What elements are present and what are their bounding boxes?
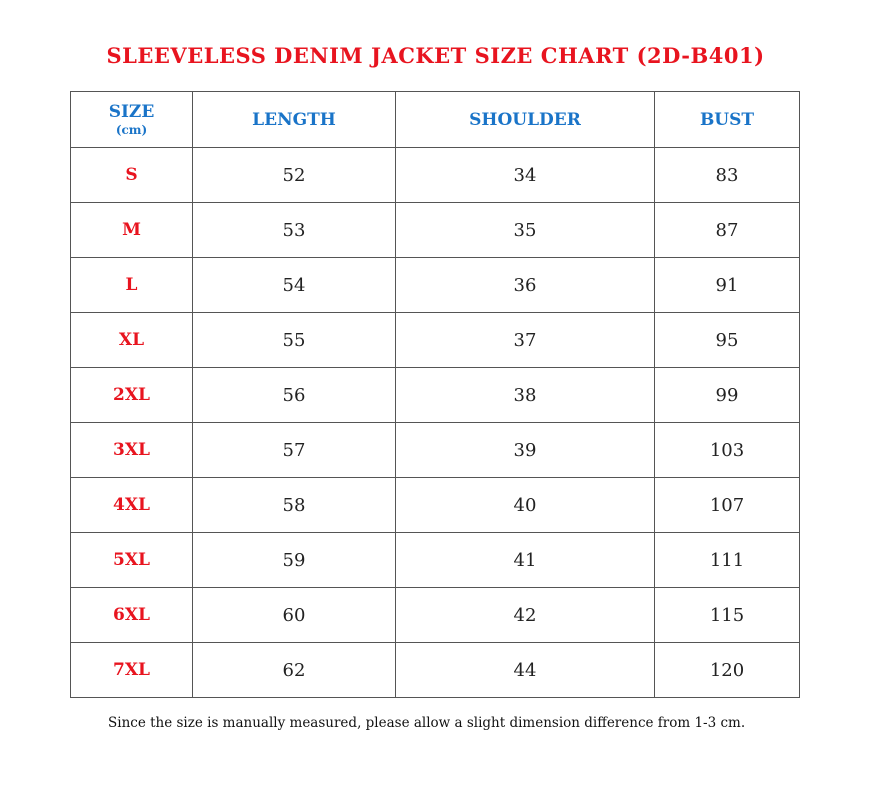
- header-size: [71, 92, 193, 148]
- table-row: [71, 313, 800, 368]
- bust-cell: 107: [655, 478, 800, 533]
- size-cell: 7XL: [71, 643, 193, 698]
- header-size-unit: (cm): [115, 122, 148, 137]
- size-cell: 3XL: [71, 423, 193, 478]
- table-row: [71, 643, 800, 698]
- bust-cell: 111: [655, 533, 800, 588]
- table-row: [71, 423, 800, 478]
- shoulder-cell: 40: [396, 478, 655, 533]
- length-cell: 55: [193, 313, 396, 368]
- header-size-label: SIZE: [108, 101, 155, 122]
- size-chart-table: [70, 91, 800, 698]
- shoulder-cell: 36: [396, 258, 655, 313]
- length-cell: 62: [193, 643, 396, 698]
- table-row: [71, 368, 800, 423]
- table-row: [71, 148, 800, 203]
- bust-cell: 91: [655, 258, 800, 313]
- bust-cell: 115: [655, 588, 800, 643]
- length-cell: 58: [193, 478, 396, 533]
- size-cell: 5XL: [71, 533, 193, 588]
- shoulder-cell: 41: [396, 533, 655, 588]
- table-row: [71, 588, 800, 643]
- length-cell: 56: [193, 368, 396, 423]
- size-cell: 6XL: [71, 588, 193, 643]
- size-cell: 2XL: [71, 368, 193, 423]
- length-cell: 57: [193, 423, 396, 478]
- table-row: [71, 258, 800, 313]
- measurement-note: Since the size is manually measured, please allow a slight dimension difference from 1-3 cm.: [108, 715, 746, 731]
- length-cell: 54: [193, 258, 396, 313]
- size-cell: M: [71, 203, 193, 258]
- shoulder-cell: 44: [396, 643, 655, 698]
- table-row: [71, 478, 800, 533]
- length-cell: 60: [193, 588, 396, 643]
- header-row: [71, 92, 800, 148]
- bust-cell: 87: [655, 203, 800, 258]
- length-cell: 52: [193, 148, 396, 203]
- header-length: LENGTH: [193, 92, 396, 148]
- bust-cell: 120: [655, 643, 800, 698]
- size-cell: L: [71, 258, 193, 313]
- length-cell: 53: [193, 203, 396, 258]
- size-cell: 4XL: [71, 478, 193, 533]
- header-bust: BUST: [655, 92, 800, 148]
- header-shoulder: SHOULDER: [396, 92, 655, 148]
- page-title: SLEEVELESS DENIM JACKET SIZE CHART (2D-B401): [106, 43, 765, 68]
- length-cell: 59: [193, 533, 396, 588]
- shoulder-cell: 38: [396, 368, 655, 423]
- shoulder-cell: 39: [396, 423, 655, 478]
- bust-cell: 83: [655, 148, 800, 203]
- shoulder-cell: 37: [396, 313, 655, 368]
- table-row: [71, 533, 800, 588]
- shoulder-cell: 34: [396, 148, 655, 203]
- bust-cell: 99: [655, 368, 800, 423]
- shoulder-cell: 35: [396, 203, 655, 258]
- bust-cell: 103: [655, 423, 800, 478]
- table-row: [71, 203, 800, 258]
- size-cell: S: [71, 148, 193, 203]
- shoulder-cell: 42: [396, 588, 655, 643]
- size-cell: XL: [71, 313, 193, 368]
- bust-cell: 95: [655, 313, 800, 368]
